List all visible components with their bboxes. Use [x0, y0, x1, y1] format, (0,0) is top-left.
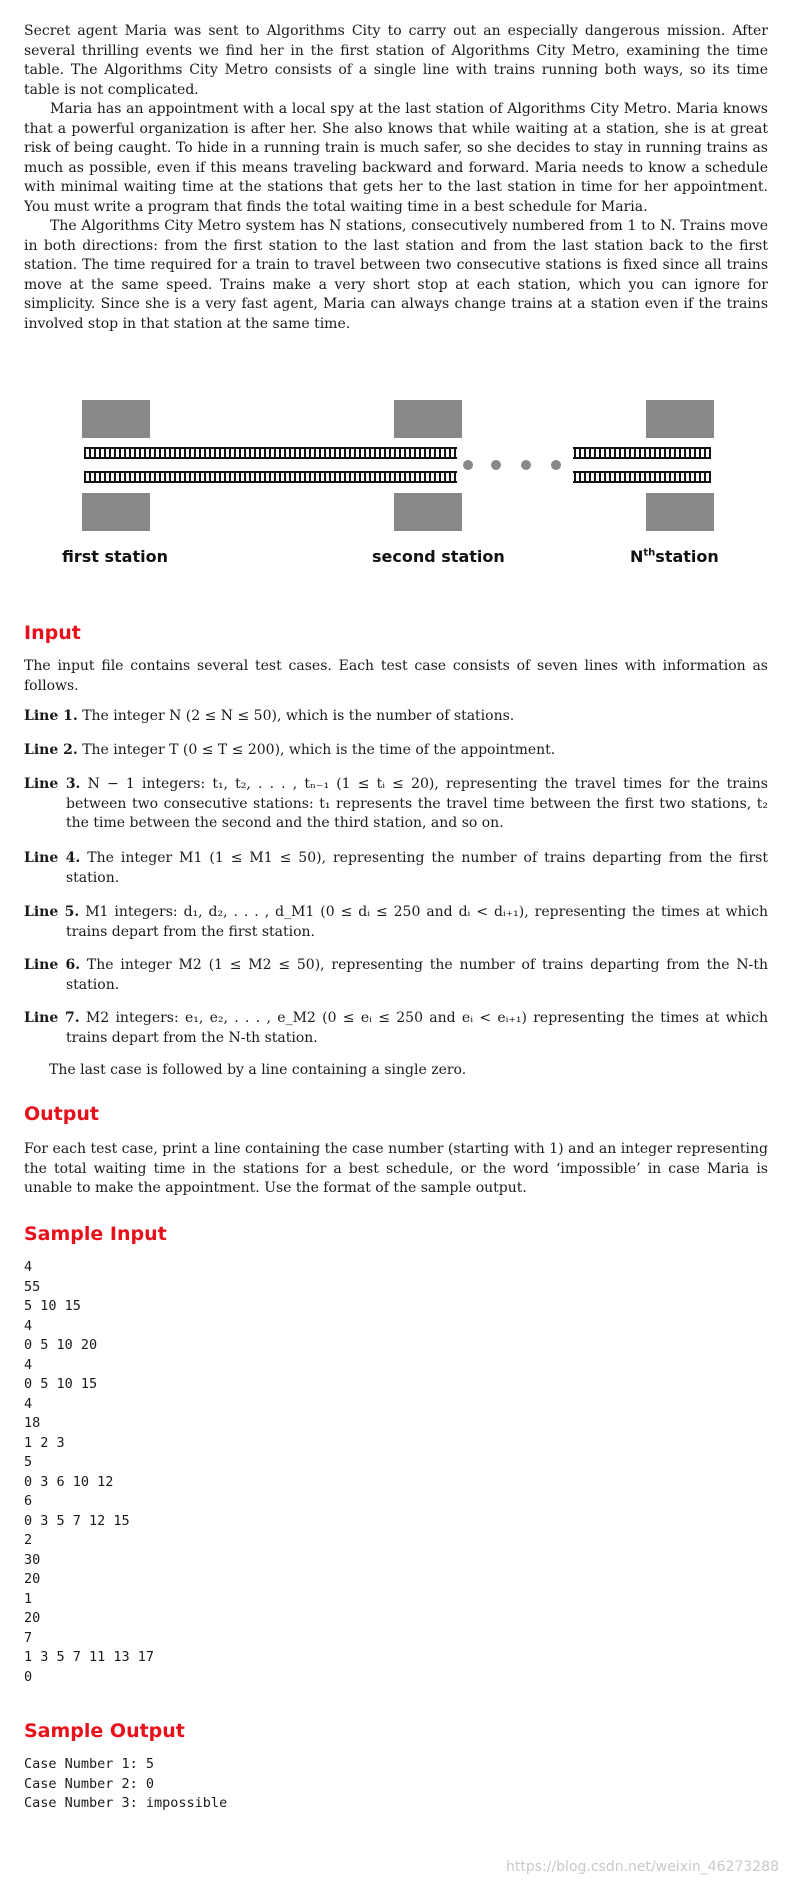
input-closing: The last case is followed by a line containing a single zero.	[49, 1062, 467, 1078]
line-text: The integer T (0 ≤ T ≤ 200), which is the time of the appointment.	[82, 742, 556, 758]
station-1-platform-bottom	[82, 493, 150, 531]
input-line-2	[24, 741, 768, 761]
track-right-bottom	[573, 471, 711, 483]
label-second-station: second station	[372, 547, 505, 566]
input-line-6	[24, 956, 768, 995]
line-text: The integer N (2 ≤ N ≤ 50), which is the number of stations.	[82, 708, 515, 724]
label-nth-sup: th	[643, 547, 656, 559]
track-right-top	[573, 447, 711, 459]
metro-diagram	[24, 380, 768, 580]
ellipsis-dot	[551, 460, 561, 470]
line-label: Line 5.	[24, 904, 80, 920]
station-1-platform-top	[82, 400, 150, 438]
station-n-platform-bottom	[646, 493, 714, 531]
input-line-3	[24, 775, 768, 834]
line-text: M1 integers: d₁, d₂, . . . , d_M1 (0 ≤ dᵢ ≤ 250 and dᵢ < dᵢ₊₁), representing the times at which trains depart from the first station.	[66, 904, 768, 940]
problem-statement	[24, 22, 768, 334]
input-heading: Input	[24, 622, 81, 644]
label-nth-prefix: N	[630, 547, 644, 566]
track-left-top	[84, 447, 457, 459]
line-text: M2 integers: e₁, e₂, . . . , e_M2 (0 ≤ eᵢ ≤ 250 and eᵢ < eᵢ₊₁) representing the times at which trains depart from the N-th station.	[66, 1010, 768, 1046]
line-label: Line 6.	[24, 957, 81, 973]
line-text: N − 1 integers: t₁, t₂, . . . , tₙ₋₁ (1 ≤ tᵢ ≤ 20), representing the travel times for the trains between two consecutive stations: t₁ represents the travel time between the first two stations, t₂ the time between the second and the third station, and so on.	[66, 776, 768, 831]
label-first-station: first station	[62, 547, 168, 566]
station-n-platform-top	[646, 400, 714, 438]
sample-input-block: 4 55 5 10 15 4 0 5 10 20 4 0 5 10 15 4 18 1 2 3 5 0 3 6 10 12 6 0 3 5 7 12 15 2 30 20 1 20 7 1 3 5 7 11 13 17 0	[24, 1259, 155, 1685]
line-label: Line 3.	[24, 776, 81, 792]
intro-paragraph-1: Secret agent Maria was sent to Algorithms City to carry out an especially dangerous mission. After several thrilling events we find her in the first station of Algorithms City Metro, examining the time table. The Algorithms City Metro consists of a single line with trains running both ways, so its time table is not complicated.	[24, 23, 768, 98]
input-line-5	[24, 903, 768, 942]
line-label: Line 4.	[24, 850, 81, 866]
line-label: Line 2.	[24, 742, 78, 758]
watermark-url: https://blog.csdn.net/weixin_46273288	[505, 1859, 779, 1875]
line-text: The integer M1 (1 ≤ M1 ≤ 50), representing the number of trains departing from the first station.	[66, 850, 768, 886]
track-left-bottom	[84, 471, 457, 483]
intro-paragraph-3: The Algorithms City Metro system has N stations, consecutively numbered from 1 to N. Trains move in both directions: from the first station to the last station and from the last station back to the first station. The time required for a train to travel between two consecutive stations is fixed since all trains move at the same speed. Trains make a very short stop at each station, which you can ignore for simplicity. Since she is a very fast agent, Maria can always change trains at a station even if the trains involved stop in that station at the same time.	[24, 218, 768, 332]
line-text: The integer M2 (1 ≤ M2 ≤ 50), representing the number of trains departing from the N-th station.	[66, 957, 768, 993]
input-line-1	[24, 707, 768, 727]
input-line-4	[24, 849, 768, 888]
sample-input-heading: Sample Input	[24, 1223, 167, 1245]
label-nth-suffix: station	[655, 547, 719, 566]
ellipsis-dot	[463, 460, 473, 470]
line-label: Line 1.	[24, 708, 78, 724]
output-heading: Output	[24, 1103, 99, 1125]
input-line-7	[24, 1009, 768, 1048]
line-label: Line 7.	[24, 1010, 80, 1026]
sample-output-heading: Sample Output	[24, 1720, 185, 1742]
ellipsis-dot	[521, 460, 531, 470]
station-2-platform-bottom	[394, 493, 462, 531]
output-description: For each test case, print a line containing the case number (starting with 1) and an integer representing the total waiting time in the stations for a best schedule, or the word ‘impossible’ in case Maria is unable to make the appointment. Use the format of the sample output.	[24, 1141, 768, 1196]
ellipsis-dot	[491, 460, 501, 470]
station-2-platform-top	[394, 400, 462, 438]
sample-output-block: Case Number 1: 5 Case Number 2: 0 Case Number 3: impossible	[24, 1756, 228, 1811]
intro-paragraph-2: Maria has an appointment with a local spy at the last station of Algorithms City Metro. Maria knows that a powerful organization is after her. She also knows that while waiting at a station, she is at great risk of being caught. To hide in a running train is much safer, so she decides to stay in running trains as much as possible, even if this means traveling backward and forward. Maria needs to know a schedule with minimal waiting time at the stations that gets her to the last station in time for her appointment. You must write a program that finds the total waiting time in a best schedule for Maria.	[24, 101, 768, 215]
input-intro: The input file contains several test cases. Each test case consists of seven lines with information as follows.	[24, 658, 768, 694]
label-nth-station	[630, 547, 719, 566]
